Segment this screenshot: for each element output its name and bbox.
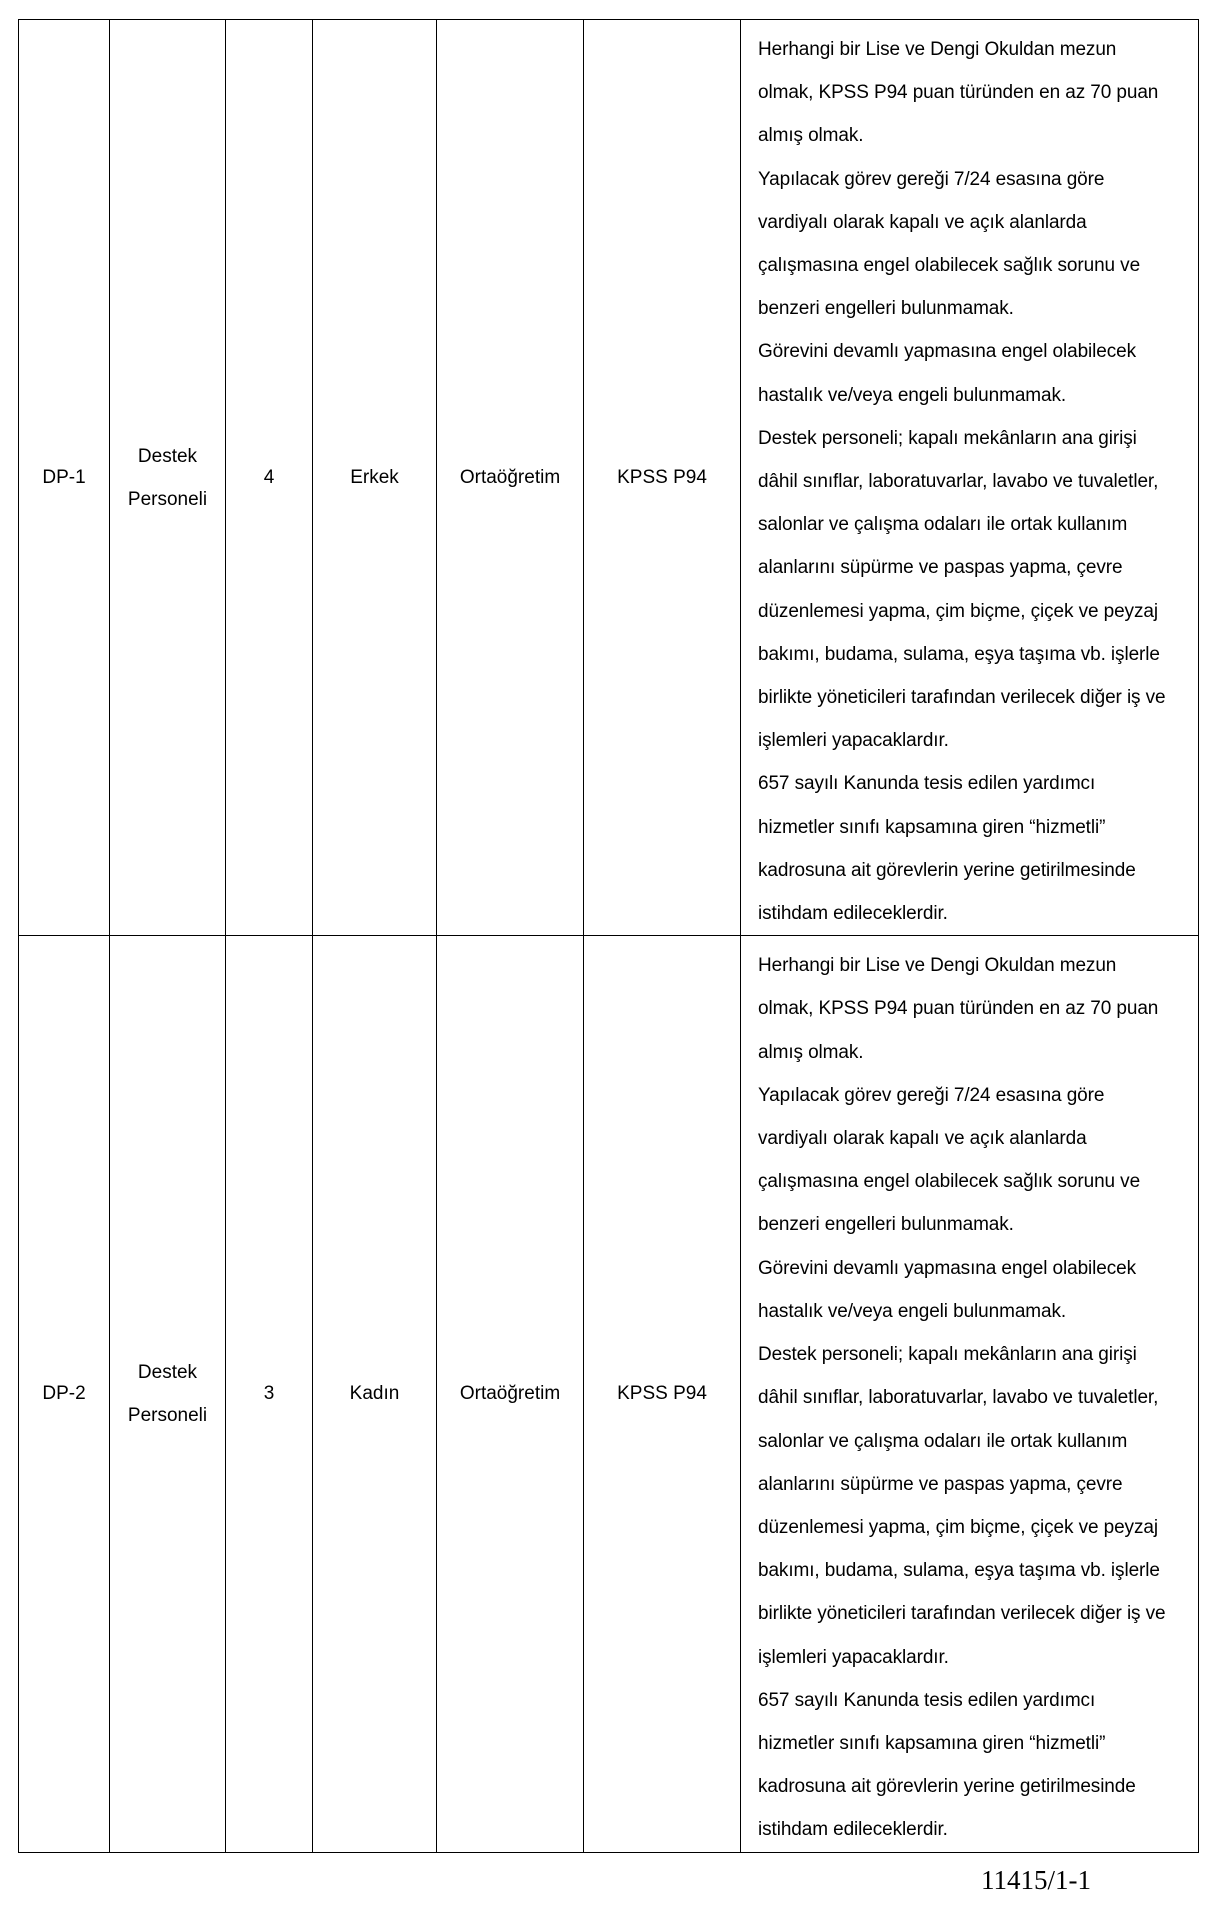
position-title-line: Destek [137, 1361, 198, 1383]
position-title [110, 936, 226, 1852]
requirement-line: Görevini devamlı yapmasına engel olabilecek [758, 341, 1137, 363]
document-number: 11415/1-1 [981, 1865, 1091, 1895]
requirement-line: salonlar ve çalışma odaları ile ortak kullanım [758, 514, 1128, 536]
requirement-line: Yapılacak görev gereği 7/24 esasına göre [758, 168, 1105, 190]
requirement-line: kadrosuna ait görevlerin yerine getirilmesinde [758, 1776, 1136, 1798]
requirement-line: benzeri engelleri bulunmamak. [758, 1214, 1014, 1236]
requirement-line: Yapılacak görev gereği 7/24 esasına göre [758, 1084, 1105, 1106]
requirement-line: almış olmak. [758, 125, 864, 147]
position-title-line: Personeli [127, 1404, 208, 1426]
requirement-line: dâhil sınıflar, laboratuvarlar, lavabo ve tuvaletler, [758, 1387, 1159, 1409]
requirement-line: Destek personeli; kapalı mekânların ana girişi [758, 1344, 1137, 1366]
requirement-line: hastalık ve/veya engeli bulunmamak. [758, 1300, 1067, 1322]
requirement-line: 657 sayılı Kanunda tesis edilen yardımcı [758, 773, 1096, 795]
requirement-line: alanlarını süpürme ve paspas yapma, çevre [758, 1473, 1123, 1495]
position-score-type: KPSS P94 [584, 20, 741, 936]
requirement-line: hizmetler sınıfı kapsamına giren “hizmetli” [758, 816, 1106, 838]
requirement-line: dâhil sınıflar, laboratuvarlar, lavabo ve tuvaletler, [758, 471, 1159, 493]
position-gender: Kadın [313, 936, 437, 1852]
requirement-line: Destek personeli; kapalı mekânların ana girişi [758, 427, 1137, 449]
position-requirements [741, 20, 1199, 936]
requirement-line: çalışmasına engel olabilecek sağlık sorunu ve [758, 1171, 1141, 1193]
requirement-line: olmak, KPSS P94 puan türünden en az 70 puan [758, 82, 1159, 104]
requirement-line: çalışmasına engel olabilecek sağlık sorunu ve [758, 255, 1141, 277]
positions-table [18, 19, 1199, 1853]
requirement-line: alanlarını süpürme ve paspas yapma, çevre [758, 557, 1123, 579]
requirement-line: Herhangi bir Lise ve Dengi Okuldan mezun [758, 39, 1117, 60]
position-requirements [741, 936, 1199, 1852]
requirement-line: düzenlemesi yapma, çim biçme, çiçek ve peyzaj [758, 1516, 1158, 1538]
table-row [19, 936, 1199, 1852]
requirement-line: düzenlemesi yapma, çim biçme, çiçek ve peyzaj [758, 600, 1158, 622]
requirement-line: olmak, KPSS P94 puan türünden en az 70 puan [758, 998, 1159, 1020]
requirement-line: almış olmak. [758, 1041, 864, 1063]
requirement-line: Herhangi bir Lise ve Dengi Okuldan mezun [758, 955, 1117, 977]
position-education: Ortaöğretim [437, 20, 584, 936]
requirement-line: hizmetler sınıfı kapsamına giren “hizmetli” [758, 1732, 1106, 1754]
position-gender: Erkek [313, 20, 437, 936]
requirement-line: işlemleri yapacaklardır. [758, 730, 949, 752]
requirement-line: birlikte yöneticileri tarafından verilecek diğer iş ve [758, 1603, 1166, 1625]
table-row [19, 20, 1199, 936]
position-title [110, 20, 226, 936]
requirement-line: birlikte yöneticileri tarafından verilecek diğer iş ve [758, 687, 1166, 709]
position-count: 4 [226, 20, 313, 936]
requirement-line: salonlar ve çalışma odaları ile ortak kullanım [758, 1430, 1128, 1452]
requirement-line: hastalık ve/veya engeli bulunmamak. [758, 384, 1067, 406]
requirement-line: bakımı, budama, sulama, eşya taşıma vb. işlerle [758, 643, 1160, 665]
position-title-line: Destek [137, 445, 198, 467]
position-code: DP-1 [19, 20, 110, 936]
requirement-line: 657 sayılı Kanunda tesis edilen yardımcı [758, 1689, 1096, 1711]
requirement-line: işlemleri yapacaklardır. [758, 1646, 949, 1668]
position-education: Ortaöğretim [437, 936, 584, 1852]
position-title-line: Personeli [127, 488, 208, 510]
requirement-line: istihdam edileceklerdir. [758, 1819, 948, 1841]
requirement-line: vardiyalı olarak kapalı ve açık alanlarda [758, 1128, 1087, 1150]
position-count: 3 [226, 936, 313, 1852]
requirement-line: kadrosuna ait görevlerin yerine getirilmesinde [758, 859, 1136, 881]
position-score-type: KPSS P94 [584, 936, 741, 1852]
requirement-line: istihdam edileceklerdir. [758, 903, 948, 925]
position-code: DP-2 [19, 936, 110, 1852]
requirement-line: bakımı, budama, sulama, eşya taşıma vb. işlerle [758, 1560, 1160, 1582]
requirement-line: Görevini devamlı yapmasına engel olabilecek [758, 1257, 1137, 1279]
requirement-line: vardiyalı olarak kapalı ve açık alanlarda [758, 211, 1087, 233]
requirement-line: benzeri engelleri bulunmamak. [758, 298, 1014, 320]
